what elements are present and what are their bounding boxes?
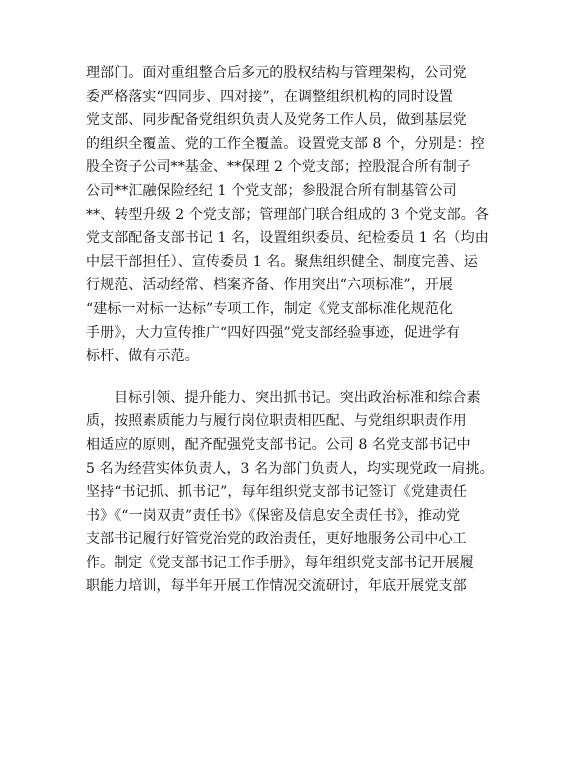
text-line: 书》《“一岗双责”责任书》《保密及信息安全责任书》，推动党 — [86, 507, 461, 524]
document-body — [86, 62, 516, 599]
text-line: 标杆、做有示范。 — [86, 348, 199, 365]
text-line: 的组织全覆盖、党的工作全覆盖。设置党支部 8 个，分别是：控 — [86, 135, 485, 152]
text-line: **、转型升级 2 个党支部；管理部门联合组成的 3 个党支部。各 — [86, 206, 489, 223]
text-line: 行规范、活动经常、档案齐备、作用突出“六项标准”，开展 — [86, 277, 454, 294]
text-line: 5 名为经营实体负责人，3 名为部门负责人，均实现党政一肩挑。 — [86, 460, 494, 477]
text-line: 手册》，大力宣传推广“四好四强”党支部经验事迹，促进学有 — [86, 324, 461, 341]
text-line: 支部书记履行好管党治党的政治责任，更好地服务公司中心工 — [86, 531, 467, 548]
text-line: 公司**汇融保险经纪 1 个党支部；参股混合所有制基管公司 — [86, 182, 457, 199]
text-line: 党支部配备支部书记 1 名，设置组织委员、纪检委员 1 名（均由 — [86, 230, 489, 247]
paragraph-spacer — [86, 369, 516, 387]
text-line: 股全资子公司**基金、**保理 2 个党支部；控股混合所有制子 — [86, 159, 471, 176]
text-line: 作。制定《党支部书记工作手册》，每年组织党支部书记开展履 — [86, 554, 474, 571]
paragraph-party-branch-setup — [86, 62, 516, 369]
text-line: 中层干部担任）、宣传委员 1 名。聚焦组织健全、制度完善、运 — [86, 253, 478, 270]
text-line: 理部门。面对重组整合后多元的股权结构与管理架构，公司党 — [86, 65, 467, 81]
text-line: 党支部、同步配备党组织负责人及党务工作人员，做到基层党 — [86, 112, 467, 129]
text-line: 相适应的原则，配齐配强党支部书记。公司 8 名党支部书记中 — [86, 436, 471, 453]
text-line: 职能力培训，每半年开展工作情况交流研讨，年底开展党支部 — [86, 578, 467, 595]
text-line: 质，按照素质能力与履行岗位职责相匹配、与党组织职责作用 — [86, 413, 467, 430]
text-line: 目标引领、提升能力、突出抓书记。突出政治标准和综合素 — [114, 389, 481, 406]
text-line: “建标一对标一达标”专项工作，制定《党支部标准化规范化 — [86, 300, 454, 317]
text-line: 委严格落实“四同步、四对接”，在调整组织机构的同时设置 — [86, 88, 454, 105]
paragraph-branch-secretary — [86, 387, 516, 599]
text-line: 坚持“书记抓、抓书记”，每年组织党支部书记签订《党建责任 — [86, 484, 468, 501]
